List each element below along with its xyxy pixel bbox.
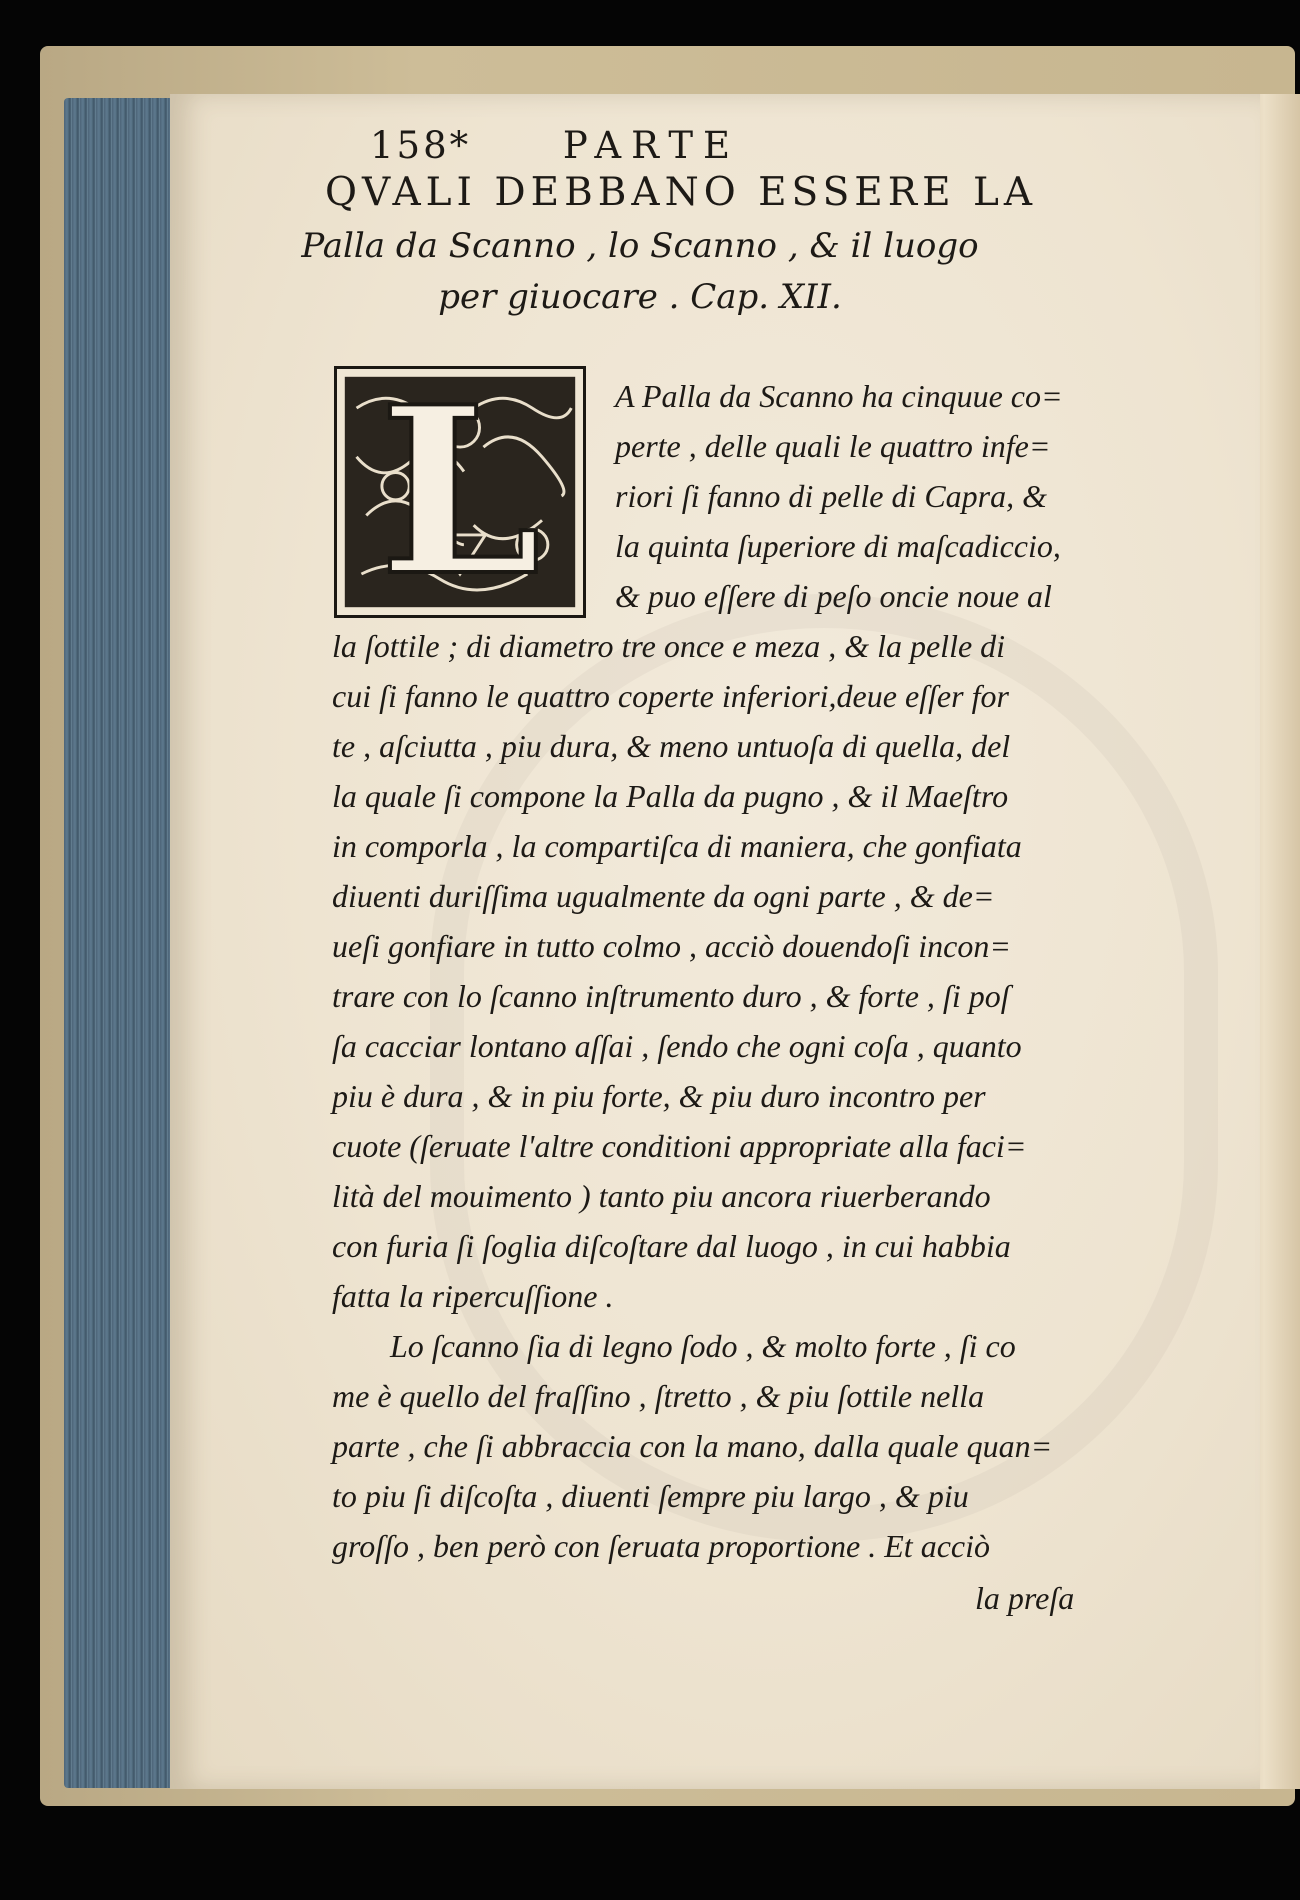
text-line: Lo ſcanno ſia di legno ſodo , & molto forte , ſi co	[390, 1328, 1016, 1364]
text-line: to piu ſi diſcoſta , diuenti ſempre piu largo , & piu	[332, 1478, 969, 1514]
running-title: PARTE	[562, 124, 741, 167]
page-number: 158*	[370, 124, 472, 167]
text-line: la quinta ſuperiore di maſcadiccio,	[615, 528, 1061, 564]
running-header	[370, 124, 740, 167]
decorated-initial	[334, 357, 586, 627]
text-line: A Palla da Scanno ha cinquue co=	[615, 378, 1063, 414]
text-line: riori ſi fanno di pelle di Capra, &	[615, 478, 1048, 514]
text-line: me è quello del fraſſino , ſtretto , & piu ſottile nella	[332, 1378, 985, 1414]
text-line: te , aſciutta , piu dura, & meno untuoſa di quella, del	[332, 728, 1011, 764]
chapter-subtitle-line: Palla da Scanno , lo Scanno , & il luogo	[301, 226, 979, 266]
text-line: diuenti duriſſima ugualmente da ogni parte , & de=	[332, 878, 995, 914]
text-line: in comporla , la compartiſca di maniera, che gonfiata	[332, 828, 1022, 864]
text-line: con furia ſi ſoglia diſcoſtare dal luogo , in cui habbia	[332, 1228, 1011, 1264]
text-line: la ſottile ; di diametro tre once e meza , & la pelle di	[332, 628, 1006, 664]
text-line: & puo eſſere di peſo oncie noue al	[615, 578, 1052, 614]
initial-letter: L	[379, 357, 541, 627]
text-line: cuote (ſeruate l'altre conditioni appropriate alla faci=	[332, 1128, 1027, 1164]
chapter-subtitle-line: per giuocare . Cap. XII.	[438, 277, 842, 317]
text-line: la quale ſi compone la Palla da pugno , & il Maeſtro	[332, 778, 1009, 814]
text-line: fatta la ripercuſſione .	[332, 1278, 614, 1314]
text-line: ueſi gonfiare in tutto colmo , acciò douendoſi incon=	[332, 928, 1011, 964]
text-line: lità del mouimento ) tanto piu ancora riuerberando	[332, 1178, 991, 1214]
text-line: groſſo , ben però con ſeruata proportione . Et acciò	[332, 1528, 990, 1564]
catchword: la preſa	[975, 1580, 1075, 1616]
text-line: perte , delle quali le quattro infe=	[615, 428, 1051, 464]
chapter-title: QVALI DEBBANO ESSERE LA	[325, 170, 1038, 215]
text-line: piu è dura , & in piu forte, & piu duro incontro per	[332, 1078, 986, 1114]
text-line: parte , che ſi abbraccia con la mano, dalla quale quan=	[332, 1428, 1053, 1464]
text-line: trare con lo ſcanno inſtrumento duro , & forte , ſi poſ	[332, 978, 1010, 1014]
text-line: ſa cacciar lontano aſſai , ſendo che ogni coſa , quanto	[332, 1028, 1022, 1064]
text-line: cui ſi fanno le quattro coperte inferiori,deue eſſer for	[332, 678, 1009, 714]
